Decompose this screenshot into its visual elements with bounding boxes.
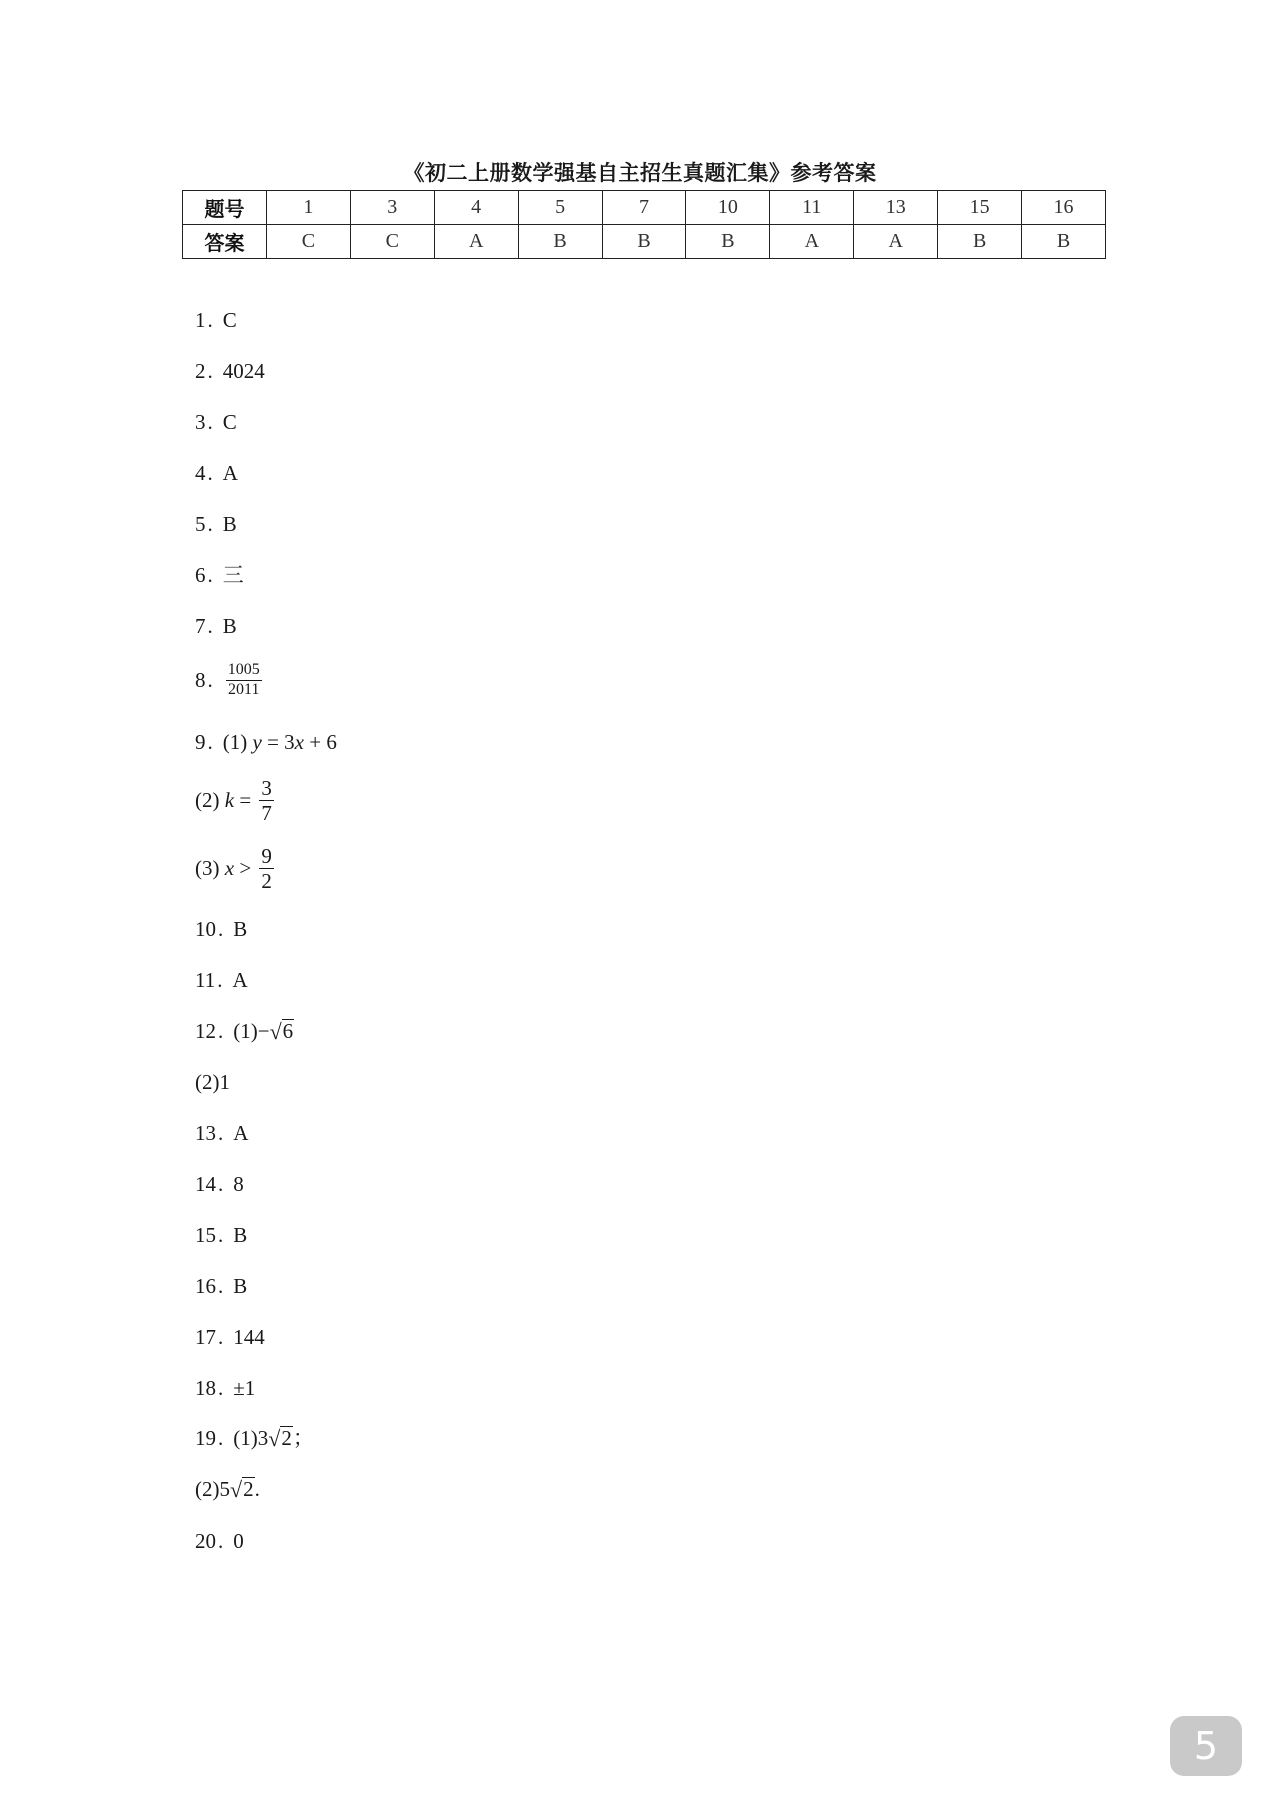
- radical-sign: √: [230, 1477, 243, 1503]
- answer-number: 19: [195, 1425, 216, 1450]
- table-cell-answer: C: [266, 225, 350, 259]
- answer-text: 1: [219, 1070, 230, 1094]
- answer-separator: .: [218, 1121, 224, 1145]
- table-cell-number: 4: [434, 191, 518, 225]
- square-root: [270, 1019, 295, 1043]
- part-label: (1): [222, 730, 248, 754]
- table-cell-answer: B: [602, 225, 686, 259]
- math-variable: x: [294, 730, 304, 754]
- fraction: [259, 777, 274, 824]
- answer-text: B: [233, 1223, 248, 1247]
- table-cell-number: 15: [938, 191, 1022, 225]
- answer-separator: .: [207, 359, 213, 383]
- math-term: + 6: [304, 730, 337, 754]
- answer-18: [195, 1378, 255, 1399]
- answer-20: [195, 1531, 244, 1552]
- radicand: 2: [281, 1426, 292, 1450]
- answer-12-part-1: [195, 1019, 294, 1043]
- answer-13: [195, 1123, 248, 1144]
- answer-text: B: [222, 614, 237, 638]
- answer-7: [195, 616, 237, 637]
- answer-6: [195, 565, 244, 586]
- answer-16: [195, 1276, 247, 1297]
- answer-text: 三: [222, 563, 244, 587]
- answer-text: C: [222, 410, 237, 434]
- math-variable: y: [252, 730, 262, 754]
- row-header-answers: 答案: [183, 225, 267, 259]
- answer-number: 7: [195, 614, 206, 638]
- answer-10: [195, 919, 247, 940]
- table-cell-answer: A: [854, 225, 938, 259]
- answer-14: [195, 1174, 244, 1195]
- fraction-numerator: 3: [261, 776, 272, 800]
- table-cell-number: 10: [686, 191, 770, 225]
- table-cell-answer: C: [350, 225, 434, 259]
- math-operator: =: [234, 788, 257, 813]
- answer-number: 5: [195, 512, 206, 536]
- fraction-denominator: 2: [261, 869, 272, 894]
- answer-separator: .: [218, 1223, 224, 1247]
- coefficient: 3: [257, 1425, 269, 1450]
- table-row-question-numbers: [183, 191, 1106, 225]
- answer-2: [195, 361, 265, 382]
- answer-9-part-3: [195, 845, 277, 892]
- answer-number: 15: [195, 1223, 216, 1247]
- answer-8: [195, 662, 265, 699]
- answer-text: B: [233, 917, 248, 941]
- answer-separator: .: [207, 410, 213, 434]
- math-operator: = 3: [261, 730, 295, 754]
- square-root: [230, 1477, 255, 1501]
- answer-12-part-2: [195, 1072, 230, 1093]
- table-cell-number: 7: [602, 191, 686, 225]
- math-variable: k: [224, 788, 235, 813]
- answer-separator: .: [218, 1325, 224, 1349]
- radicand: 2: [243, 1477, 254, 1501]
- answer-text: C: [222, 308, 237, 332]
- answer-separator: .: [218, 1172, 224, 1196]
- answer-separator: .: [218, 1529, 224, 1553]
- table-cell-answer: B: [686, 225, 770, 259]
- answer-text: 0: [233, 1529, 244, 1553]
- answer-number: 2: [195, 359, 206, 383]
- answer-4: [195, 463, 238, 484]
- answer-separator: .: [207, 461, 213, 485]
- table-cell-number: 13: [854, 191, 938, 225]
- table-row-answers: [183, 225, 1106, 259]
- answer-number: 3: [195, 410, 206, 434]
- answer-separator: .: [218, 1376, 224, 1400]
- answer-number: 11: [195, 968, 216, 992]
- answer-9-part-2: [195, 777, 277, 824]
- answer-number: 14: [195, 1172, 216, 1196]
- answer-separator: .: [207, 563, 213, 587]
- answer-key-table: [182, 190, 1106, 259]
- answer-number: 1: [195, 308, 206, 332]
- answer-separator: .: [217, 968, 223, 992]
- table-cell-answer: B: [938, 225, 1022, 259]
- answer-number: 17: [195, 1325, 216, 1349]
- answer-17: [195, 1327, 265, 1348]
- part-label: (2): [195, 1476, 220, 1501]
- answer-number: 4: [195, 461, 206, 485]
- table-cell-answer: B: [518, 225, 602, 259]
- answer-number: 10: [195, 917, 216, 941]
- answer-number: 18: [195, 1376, 216, 1400]
- answer-number: 12: [195, 1018, 216, 1043]
- answer-number: 20: [195, 1529, 216, 1553]
- answer-1: [195, 310, 237, 331]
- table-cell-number: 5: [518, 191, 602, 225]
- answer-text: B: [233, 1274, 248, 1298]
- answer-19-part-1: [195, 1426, 314, 1450]
- punctuation: ；: [292, 1425, 314, 1450]
- answer-text: ±1: [233, 1376, 256, 1400]
- answer-number: 6: [195, 563, 206, 587]
- answer-text: A: [232, 968, 248, 992]
- fraction: [226, 662, 262, 699]
- part-label: (3): [195, 856, 220, 881]
- row-header-numbers: 题号: [183, 191, 267, 225]
- answer-separator: .: [218, 1018, 224, 1043]
- fraction: [259, 845, 274, 892]
- math-sign: −: [257, 1018, 270, 1043]
- page-number-badge: 5: [1170, 1716, 1242, 1776]
- answer-separator: .: [218, 1274, 224, 1298]
- square-root: [268, 1426, 293, 1450]
- answer-text: 8: [233, 1172, 244, 1196]
- answer-19-part-2: [195, 1477, 260, 1501]
- table-cell-answer: B: [1022, 225, 1106, 259]
- answer-separator: .: [218, 1425, 224, 1450]
- answer-number: 9: [195, 730, 206, 754]
- answer-separator: .: [207, 730, 213, 754]
- answer-5: [195, 514, 237, 535]
- answer-number: 8: [195, 667, 206, 692]
- answer-number: 13: [195, 1121, 216, 1145]
- fraction-numerator: 1005: [226, 662, 262, 681]
- fraction-denominator: 2011: [228, 680, 260, 698]
- table-cell-number: 11: [770, 191, 854, 225]
- document-title: 《初二上册数学强基自主招生真题汇集》参考答案: [403, 160, 877, 185]
- answer-15: [195, 1225, 247, 1246]
- answer-separator: .: [207, 667, 213, 692]
- table-cell-answer: A: [434, 225, 518, 259]
- coefficient: 5: [219, 1476, 230, 1501]
- answer-separator: .: [207, 614, 213, 638]
- radicand: 6: [282, 1019, 294, 1043]
- table-cell-number: 16: [1022, 191, 1106, 225]
- radical-sign: √: [269, 1019, 282, 1045]
- part-label: (2): [195, 788, 220, 813]
- part-label: (2): [195, 1070, 220, 1094]
- answer-text: 144: [233, 1325, 265, 1349]
- answer-11: [195, 970, 248, 991]
- answer-text: B: [222, 512, 237, 536]
- answer-text: A: [222, 461, 238, 485]
- table-cell-answer: A: [770, 225, 854, 259]
- fraction-denominator: 7: [261, 801, 272, 826]
- answer-number: 16: [195, 1274, 216, 1298]
- answer-3: [195, 412, 237, 433]
- answer-9-part-1: [195, 732, 337, 753]
- part-label: (1): [233, 1425, 258, 1450]
- math-operator: >: [234, 856, 257, 881]
- answer-separator: .: [218, 917, 224, 941]
- math-variable: x: [224, 856, 235, 881]
- table-cell-number: 3: [350, 191, 434, 225]
- answer-separator: .: [207, 308, 213, 332]
- radical-sign: √: [268, 1426, 281, 1452]
- part-label: (1): [233, 1018, 258, 1043]
- answer-text: 4024: [222, 359, 265, 383]
- fraction-numerator: 9: [261, 844, 272, 868]
- answer-text: A: [233, 1121, 249, 1145]
- answer-separator: .: [207, 512, 213, 536]
- punctuation: .: [254, 1476, 260, 1501]
- table-cell-number: 1: [266, 191, 350, 225]
